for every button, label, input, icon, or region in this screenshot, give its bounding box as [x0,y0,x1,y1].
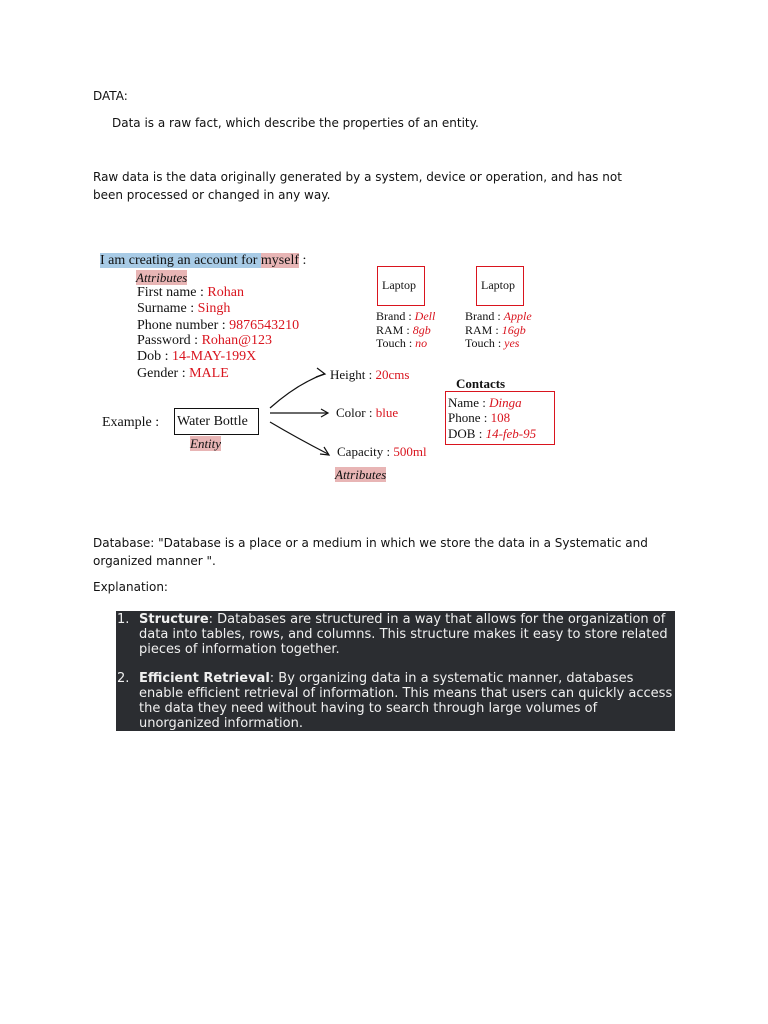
arrow-capacity [270,422,328,454]
laptop-1-touch: Touch : no [376,336,428,350]
attr-capacity: Capacity : 500ml [337,444,427,459]
water-bottle-label: Water Bottle [177,414,248,429]
laptop-2-brand: Brand : Apple [465,309,532,323]
data-definition: Data is a raw fact, which describe the properties of an entity. [112,116,479,130]
arrow-height [270,374,324,408]
attributes-label: Attributes [136,270,188,285]
laptop-1-brand: Brand : Dell [376,309,436,323]
contact-name: Name : Dinga [448,395,522,410]
laptop-2-ram: RAM : 16gb [465,323,526,337]
list-term-structure: Structure [139,612,209,627]
raw-data-paragraph: Raw data is the data originally generated by a system, device or operation, and has not been processed or changed in any way. [93,170,622,202]
contact-phone: Phone : 108 [448,410,511,425]
list-term-retrieval: Efficient Retrieval [139,671,270,686]
entity-label: Entity [190,436,222,451]
field-phone: Phone number : 9876543210 [137,318,300,333]
laptop-title-2: Laptop [481,278,515,292]
field-password: Password : Rohan@123 [137,333,273,348]
arrow-height-head [316,368,325,377]
figure-title-myself: myself [260,253,300,268]
list-number-2: 2. [117,671,130,686]
database-definition: Database: "Database is a place or a medium in which we store the data in a Systematic and organized manner ". [93,536,648,568]
field-surname: Surname : Singh [137,301,231,316]
contact-dob: DOB : 14-feb-95 [448,426,537,441]
list-item-retrieval: Efficient Retrieval: By organizing data in a systematic manner, databases enable efficient retrieval of information. This means that users can quickly access the data they need without having to search through large volumes of unorganized information. [139,671,673,731]
contacts-title: Contacts [456,376,506,391]
explanation-list [116,611,675,731]
data-heading: DATA: [93,89,128,103]
field-gender: Gender : MALE [137,366,229,381]
attr-color: Color : blue [336,405,399,420]
entity-attributes-figure [92,246,572,490]
attr-height: Height : 20cms [330,367,410,382]
explanation-label: Explanation: [93,580,168,594]
laptop-2-touch: Touch : yes [465,336,520,350]
field-dob: Dob : 14-MAY-199X [137,349,257,364]
bottle-attributes-label: Attributes [335,467,387,482]
list-item-structure: Structure: Databases are structured in a way that allows for the organization of data into tables, rows, and columns. This structure makes it easy to store related pieces of information together. [139,612,668,657]
example-label: Example : [102,415,160,430]
figure-title-colon: : [299,253,307,268]
figure-title-main: I am creating an account for [100,253,261,268]
field-first-name: First name : Rohan [137,285,244,300]
laptop-title-1: Laptop [382,278,416,292]
laptop-1-ram: RAM : 8gb [376,323,431,337]
list-number-1: 1. [117,612,130,627]
